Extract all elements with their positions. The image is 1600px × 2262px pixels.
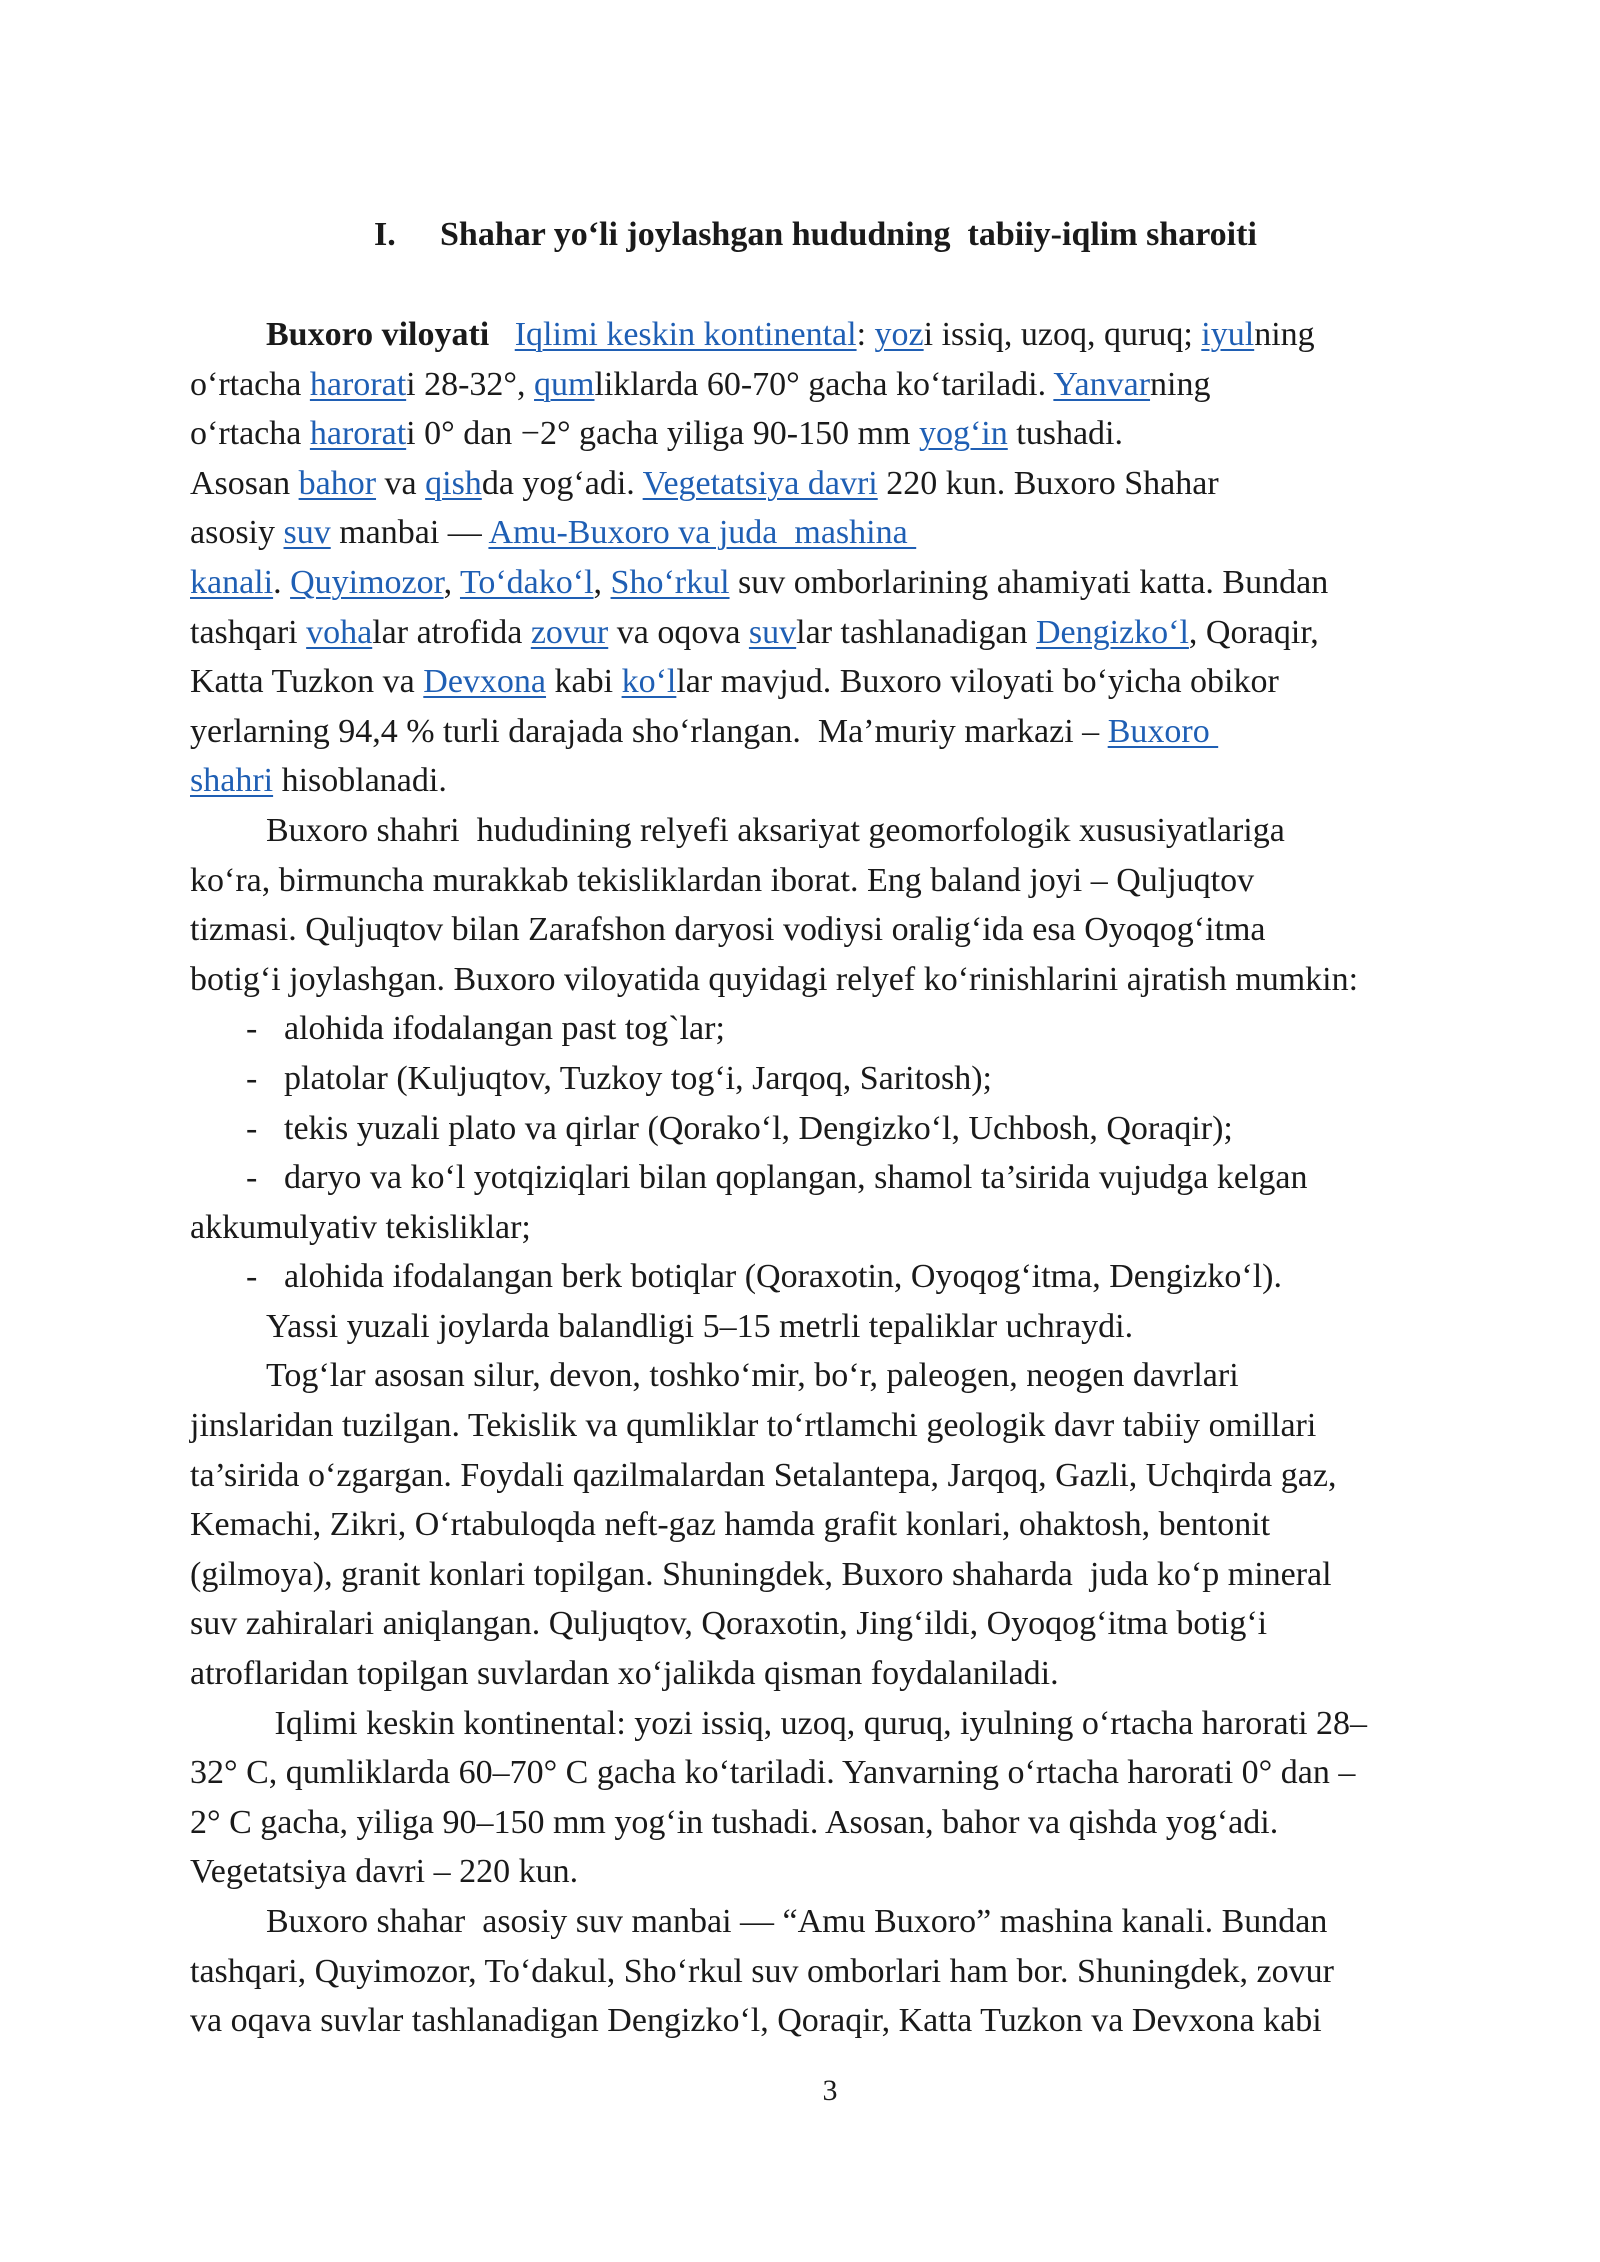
section-title: Shahar yo‘li joylashgan hududning tabiiy-iqlim sharoiti xyxy=(440,216,1257,253)
link-kol[interactable]: ko‘l xyxy=(621,663,677,701)
text-span: o‘rtacha xyxy=(190,365,310,403)
link-yanvar[interactable]: Yanvar xyxy=(1053,365,1151,403)
paragraph-line: botig‘i joylashgan. Buxoro viloyatida quyidagi relyef ko‘rinishlarini ajratish mumkin: xyxy=(190,960,1359,998)
text-span: hisoblanadi. xyxy=(273,762,447,800)
text-span: lar mavjud. Buxoro viloyati bo‘yicha obikor xyxy=(676,663,1279,701)
text-span: manbai — xyxy=(330,514,489,552)
bold-term: Buxoro viloyati xyxy=(266,316,490,353)
list-dash: - xyxy=(246,1258,258,1296)
section-number: I. xyxy=(374,216,396,253)
text-span: ning xyxy=(1254,316,1315,353)
link-vegetatsiya-davri[interactable]: Vegetatsiya davri xyxy=(642,464,878,502)
link-suv[interactable]: suv xyxy=(283,514,331,552)
text-span: asosiy xyxy=(190,514,284,552)
link-dengizkol[interactable]: Dengizko‘l xyxy=(1035,613,1189,651)
link-iyul[interactable]: iyul xyxy=(1201,316,1255,353)
text-span: , xyxy=(443,563,460,601)
paragraph-line: jinslaridan tuzilgan. Tekislik va qumliklar to‘rtlamchi geologik davr tabiiy omillari xyxy=(190,1407,1317,1445)
text-span: da yog‘adi. xyxy=(481,464,643,502)
text-span: . xyxy=(273,563,291,601)
text-span: i issiq, uzoq, quruq; xyxy=(923,316,1202,353)
section-heading xyxy=(374,216,1257,254)
paragraph-line: suv zahiralari aniqlangan. Quljuqtov, Qoraxotin, Jing‘ildi, Oyoqog‘itma botig‘i xyxy=(190,1605,1268,1643)
paragraph-line: va oqava suvlar tashlanadigan Dengizko‘l, Qoraqir, Katta Tuzkon va Devxona kabi xyxy=(190,2002,1322,2040)
text-span xyxy=(489,316,506,353)
list-dash: - xyxy=(246,1059,258,1097)
link-harorat[interactable]: harorat xyxy=(309,365,407,403)
link-yogin[interactable]: yog‘in xyxy=(918,415,1008,453)
text-span: 220 kun. Buxoro Shahar xyxy=(877,464,1219,502)
link-qum[interactable]: qum xyxy=(534,365,595,403)
paragraph-line: 32° C, qumliklarda 60–70° C gacha ko‘tariladi. Yanvarning o‘rtacha harorati 0° dan – xyxy=(190,1754,1356,1792)
text-span: yerlarning 94,4 % turli darajada sho‘rlangan. Ma’muriy markazi – xyxy=(190,712,1108,750)
text-span: lar tashlanadigan xyxy=(796,613,1036,651)
list-item xyxy=(190,1104,1490,1154)
text-span: va xyxy=(376,464,426,502)
text-span: liklarda 60-70° gacha ko‘tariladi. xyxy=(594,365,1054,403)
paragraph-line: ko‘ra, birmuncha murakkab tekisliklardan iborat. Eng baland joyi – Quljuqtov xyxy=(190,861,1255,899)
text-span: tashqari xyxy=(190,613,307,651)
paragraph-line xyxy=(190,409,1490,459)
link-quyimozor[interactable]: Quyimozor xyxy=(290,563,444,601)
link-amu-buxoro-kanali[interactable]: Amu-Buxoro va juda mashina xyxy=(488,514,917,552)
link-iqlimi[interactable]: Iqlimi keskin kontinental xyxy=(514,316,857,353)
paragraph-line: tashqari, Quyimozor, To‘dakul, Sho‘rkul suv omborlari ham bor. Shuningdek, zovur xyxy=(190,1952,1334,1990)
paragraph-line xyxy=(190,657,1490,707)
text-span: i 0° dan −2° gacha yiliga 90-150 mm xyxy=(406,415,919,453)
list-item-text: alohida ifodalangan berk botiqlar (Qoraxotin, Oyoqog‘itma, Dengizko‘l). xyxy=(284,1258,1282,1296)
list-dash: - xyxy=(246,1010,258,1048)
text-span: i 28-32°, xyxy=(406,365,535,403)
paragraph-line: Vegetatsiya davri – 220 kun. xyxy=(190,1853,579,1891)
link-zovur[interactable]: zovur xyxy=(530,613,609,651)
list-item xyxy=(190,1054,1490,1104)
list-item-text: platolar (Kuljuqtov, Tuzkoy tog‘i, Jarqoq, Saritosh); xyxy=(284,1059,992,1097)
paragraph-line xyxy=(190,707,1490,757)
paragraph-line xyxy=(190,310,1490,360)
paragraph-line: Yassi yuzali joylarda balandligi 5–15 metrli tepaliklar uchraydi. xyxy=(266,1307,1134,1345)
list-item xyxy=(190,1153,1490,1203)
link-todakol[interactable]: To‘dako‘l xyxy=(459,563,594,601)
text-span: tushadi. xyxy=(1007,415,1123,453)
text-span: Katta Tuzkon va xyxy=(190,663,424,701)
link-qish[interactable]: qish xyxy=(425,464,482,502)
list-item-text: alohida ifodalangan past tog`lar; xyxy=(284,1010,725,1048)
link-yoz[interactable]: yoz xyxy=(874,316,924,353)
paragraph-line xyxy=(190,756,1490,806)
paragraph-line xyxy=(190,459,1490,509)
text-span: kabi xyxy=(546,663,622,701)
list-dash: - xyxy=(246,1159,258,1197)
link-buxoro-shahri[interactable]: Buxoro xyxy=(1107,712,1219,750)
paragraph-line: tizmasi. Quljuqtov bilan Zarafshon daryosi vodiysi oralig‘ida esa Oyoqog‘itma xyxy=(190,911,1266,949)
paragraph-line xyxy=(190,608,1490,658)
link-kanali[interactable]: kanali xyxy=(190,563,274,601)
list-item-text: tekis yuzali plato va qirlar (Qorako‘l, Dengizko‘l, Uchbosh, Qoraqir); xyxy=(284,1109,1233,1147)
paragraph-line: Iqlimi keskin kontinental: yozi issiq, uzoq, quruq, iyulning o‘rtacha harorati 28– xyxy=(266,1704,1368,1742)
text-span: , xyxy=(593,563,611,601)
link-devxona[interactable]: Devxona xyxy=(423,663,547,701)
paragraph-line xyxy=(190,360,1490,410)
text-span: suv omborlarining ahamiyati katta. Bundan xyxy=(729,563,1329,601)
link-harorat[interactable]: harorat xyxy=(309,415,407,453)
paragraph-line: Kemachi, Zikri, O‘rtabuloqda neft-gaz hamda grafit konlari, ohaktosh, bentonit xyxy=(190,1506,1271,1544)
page-number: 3 xyxy=(822,2074,838,2107)
text-span: , Qoraqir, xyxy=(1188,613,1319,651)
text-span: ning xyxy=(1150,365,1211,403)
text-span: o‘rtacha xyxy=(190,415,310,453)
paragraph-line: Buxoro shahar asosiy suv manbai — “Amu Buxoro” mashina kanali. Bundan xyxy=(266,1903,1328,1940)
paragraph-line: atroflaridan topilgan suvlardan xo‘jalikda qisman foydalaniladi. xyxy=(190,1655,1059,1693)
list-item-continuation: akkumulyativ tekisliklar; xyxy=(190,1208,531,1246)
paragraph-line xyxy=(190,508,1490,558)
paragraph-line xyxy=(190,558,1490,608)
body-text xyxy=(190,310,1490,2046)
text-span: : xyxy=(856,316,875,353)
link-bahor[interactable]: bahor xyxy=(298,464,377,502)
list-dash: - xyxy=(246,1109,258,1147)
link-shorkul[interactable]: Sho‘rkul xyxy=(610,563,730,601)
list-item-text: daryo va ko‘l yotqiziqlari bilan qoplangan, shamol ta’sirida vujudga kelgan xyxy=(284,1159,1308,1197)
text-span: va oqova xyxy=(608,613,749,651)
paragraph-line: (gilmoya), granit konlari topilgan. Shuningdek, Buxoro shaharda juda ko‘p mineral xyxy=(190,1555,1332,1593)
paragraph-line: ta’sirida o‘zgargan. Foydali qazilmalardan Setalantepa, Jarqoq, Gazli, Uchqirda gaz, xyxy=(190,1456,1337,1494)
text-span xyxy=(506,316,515,353)
link-suv[interactable]: suv xyxy=(748,613,797,651)
list-item xyxy=(190,1004,1490,1054)
link-shahri[interactable]: shahri xyxy=(190,762,274,800)
paragraph-line: 2° C gacha, yiliga 90–150 mm yog‘in tushadi. Asosan, bahor va qishda yog‘adi. xyxy=(190,1803,1279,1841)
paragraph-line: Tog‘lar asosan silur, devon, toshko‘mir, bo‘r, paleogen, neogen davrlari xyxy=(266,1357,1239,1395)
link-voha[interactable]: voha xyxy=(306,613,373,651)
paragraph-line: Buxoro shahri hududining relyefi aksariyat geomorfologik xususiyatlariga xyxy=(266,811,1285,849)
list-item xyxy=(190,1252,1490,1302)
text-span: Asosan xyxy=(190,464,299,502)
text-span: lar atrofida xyxy=(372,613,531,651)
